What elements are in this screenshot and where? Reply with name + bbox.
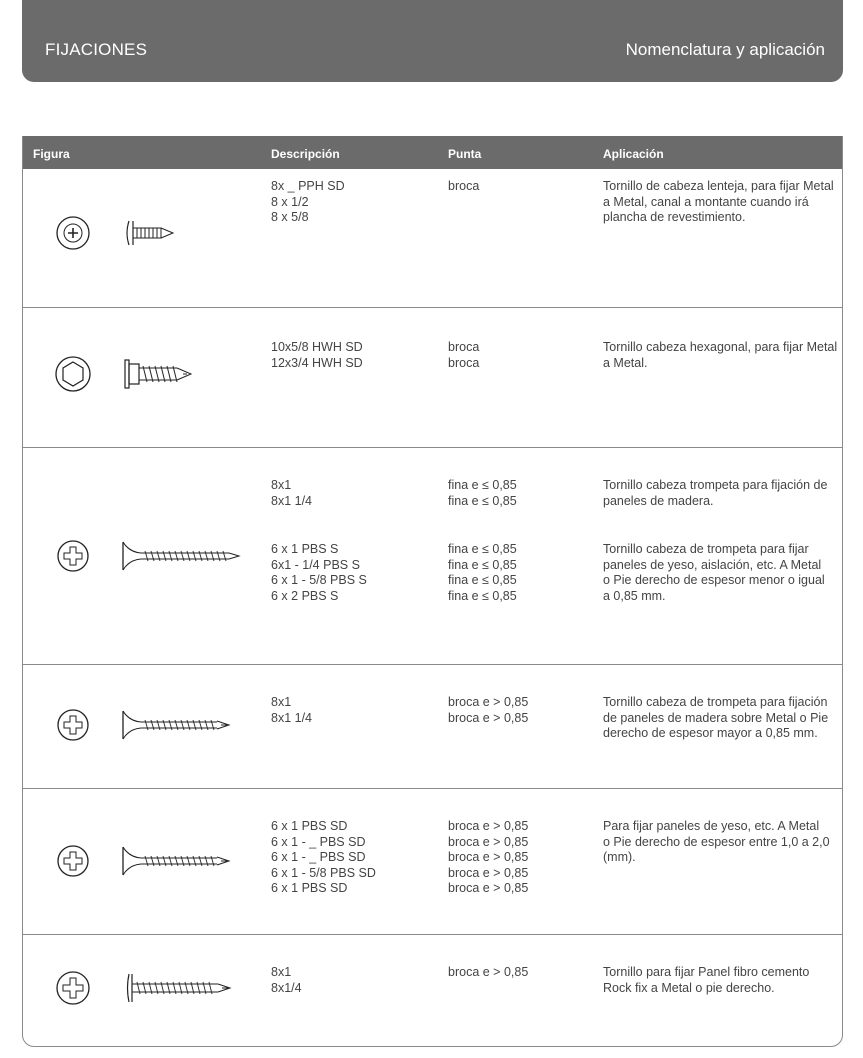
col-header-descripcion: Descripción xyxy=(271,147,340,161)
figure-cell xyxy=(23,789,263,934)
figure-cell xyxy=(23,169,263,307)
application-cell: Tornillo para fijar Panel fibro cemento Rock fix a Metal o pie derecho. xyxy=(603,965,810,995)
pan-head-phillips-screw-icon xyxy=(53,213,233,253)
application-cell: Tornillo cabeza de trompeta para fijación de paneles de madera sobre Metal o Pie derecho de espesor mayor a 0,85 mm. xyxy=(603,695,829,740)
fasteners-table xyxy=(22,136,843,1047)
table-row xyxy=(23,307,842,447)
punta-cell: broca e > 0,85 broca e > 0,85 xyxy=(448,695,529,725)
table-row xyxy=(23,447,842,664)
header-banner xyxy=(22,0,843,82)
bugle-head-fine-thread-screw-icon xyxy=(53,536,253,576)
punta-cell: broca xyxy=(448,179,480,193)
table-header xyxy=(23,136,842,169)
hex-washer-head-screw-icon xyxy=(53,354,243,394)
description-cell: 8x1 8x1 1/4 xyxy=(271,695,313,725)
description-cell: 8x1 8x1 1/4 6 x 1 PBS S 6x1 - 1/4 PBS S 6 x 1 - 5/8 PBS S 6 x 2 PBS S xyxy=(271,478,367,603)
figure-cell xyxy=(23,308,263,447)
punta-cell: broca broca xyxy=(448,340,480,370)
bugle-head-drill-point-screw-icon xyxy=(53,841,253,881)
col-header-aplicacion: Aplicación xyxy=(603,147,664,161)
punta-cell: broca e > 0,85 xyxy=(448,965,529,979)
section-subtitle: Nomenclatura y aplicación xyxy=(625,40,825,59)
section-title: FIJACIONES xyxy=(45,40,148,59)
description-cell: 8x1 8x1/4 xyxy=(271,965,302,995)
table-row xyxy=(23,664,842,788)
punta-cell: fina e ≤ 0,85 fina e ≤ 0,85 fina e ≤ 0,85 fina e ≤ 0,85 fina e ≤ 0,85 fina e ≤ 0,85 xyxy=(448,478,517,603)
application-cell: Tornillo de cabeza lenteja, para fijar Metal a Metal, canal a montante cuando irá plancha de revestimiento. xyxy=(603,179,834,224)
col-header-figura: Figura xyxy=(33,147,70,161)
application-cell: Para fijar paneles de yeso, etc. A Metal o Pie derecho de espesor entre 1,0 a 2,0 (mm). xyxy=(603,819,830,864)
description-cell: 6 x 1 PBS SD 6 x 1 - _ PBS SD 6 x 1 - _ PBS SD 6 x 1 - 5/8 PBS SD 6 x 1 PBS SD xyxy=(271,819,376,895)
application-cell: Tornillo cabeza hexagonal, para fijar Metal a Metal. xyxy=(603,340,838,370)
figure-cell xyxy=(23,448,263,664)
application-cell: Tornillo cabeza trompeta para fijación de paneles de madera. Tornillo cabeza de trompeta para fijar paneles de yeso, aislación, etc. A Metal o Pie derecho de espesor menor o igual a 0,85 mm. xyxy=(603,478,828,603)
table-row xyxy=(23,169,842,307)
figure-cell xyxy=(23,935,263,1046)
punta-cell: broca e > 0,85 broca e > 0,85 broca e > 0,85 broca e > 0,85 broca e > 0,85 xyxy=(448,819,529,895)
col-header-punta: Punta xyxy=(448,147,482,161)
description-cell: 8x _ PPH SD 8 x 1/2 8 x 5/8 xyxy=(271,179,345,224)
figure-cell xyxy=(23,665,263,788)
wafer-head-drill-point-screw-icon xyxy=(53,968,253,1008)
table-row xyxy=(23,788,842,934)
table-row xyxy=(23,934,842,1046)
bugle-head-drill-point-screw-icon xyxy=(53,705,253,745)
description-cell: 10x5/8 HWH SD 12x3/4 HWH SD xyxy=(271,340,363,370)
